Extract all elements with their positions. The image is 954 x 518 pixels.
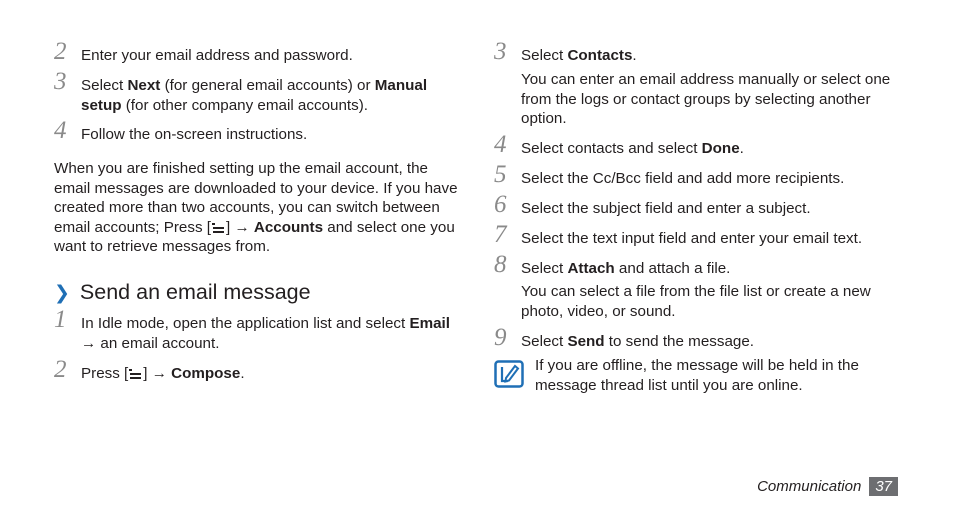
step-number: 6	[494, 191, 507, 218]
note-text: If you are offline, the message will be held in the message thread list until you are online.	[535, 357, 859, 394]
step-number: 1	[54, 306, 67, 333]
page-footer	[757, 476, 898, 496]
step-text: Select the text input field and enter your email text.	[521, 230, 863, 247]
step-number: 3	[494, 38, 507, 65]
menu-key-icon	[212, 222, 225, 233]
step-number: 4	[494, 131, 507, 158]
section-title: ❯ Send an email message	[54, 280, 311, 304]
step-number: 2	[54, 356, 67, 383]
step-text: In Idle mode, open the application list and select Email → an email account.	[81, 315, 450, 352]
step-text: Select the subject field and enter a subject.	[521, 200, 811, 217]
step-text: Select Send to send the message.	[521, 333, 755, 350]
step-text: Select the Cc/Bcc field and add more recipients.	[521, 170, 845, 187]
chevron-right-icon: ❯	[54, 283, 70, 304]
menu-key-icon	[129, 368, 142, 379]
step-text: Follow the on-screen instructions.	[81, 126, 308, 143]
info-paragraph: When you are finished setting up the email account, the email messages are downloaded to your device. If you have created more than two accounts, you can switch between email accounts; Press [ ] → Accounts and select one you want to retrieve messages from.	[54, 160, 458, 255]
step-number: 4	[54, 117, 67, 144]
step-text: Enter your email address and password.	[81, 47, 353, 64]
step-text: Select Attach and attach a file.	[521, 260, 731, 277]
step-subtext: You can enter an email address manually or select one from the logs or contact groups by selecting another option.	[521, 71, 891, 127]
step-text: Press [ ] → Compose.	[81, 365, 245, 382]
note-icon	[494, 360, 524, 388]
step-text: Select Contacts.	[521, 47, 637, 64]
step-subtext: You can select a file from the file list or create a new photo, video, or sound.	[521, 283, 871, 320]
step-text: Select Next (for general email accounts) or Manual setup (for other company email accounts).	[81, 77, 428, 114]
step-number: 9	[494, 324, 507, 351]
step-number: 3	[54, 68, 67, 95]
step-number: 8	[494, 251, 507, 278]
step-text: Select contacts and select Done.	[521, 140, 744, 157]
step-number: 5	[494, 161, 507, 188]
step-number: 2	[54, 38, 67, 65]
page-number: 37	[869, 477, 898, 496]
chapter-name: Communication	[757, 477, 862, 495]
step-number: 7	[494, 221, 507, 248]
